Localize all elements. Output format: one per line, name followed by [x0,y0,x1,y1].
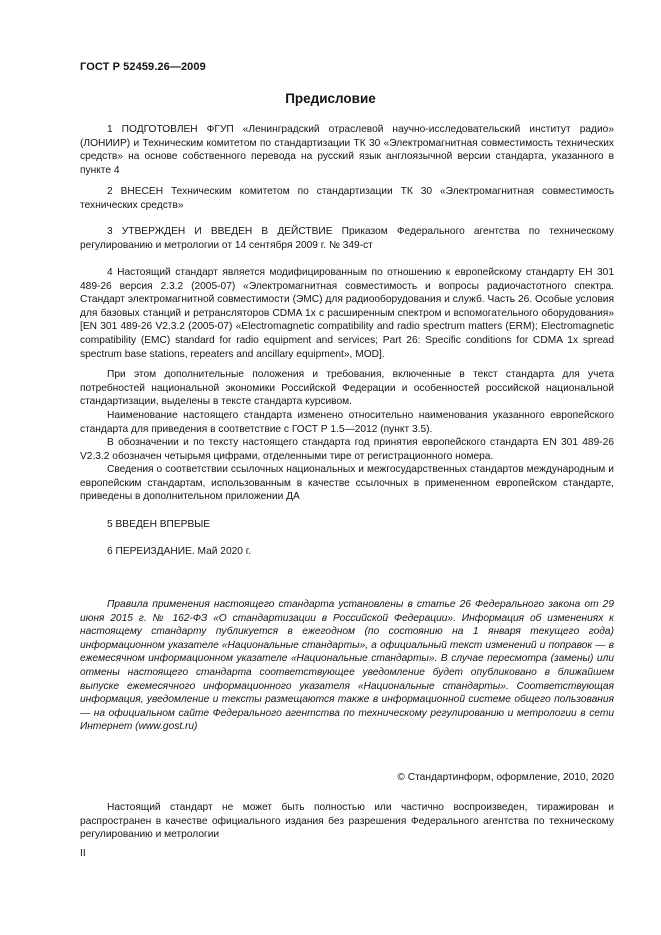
paragraph-4-designation: В обозначении и по тексту настоящего стандарта год принятия европейского стандарта EN 301 489-26 V2.3.2 обозначен четырьмя цифрами, отделенными тире от регистрационного номера. [80,437,614,462]
paragraph-4: 4 Настоящий стандарт является модифицированным по отношению к европейскому стандарту ЕН 301 489-26 версия 2.3.2 (2005-07) «Электромагнитная совместимость и вопросы радиочастотного спектра. Стандарт электромагнитной совместимости (ЭМС) для радиооборудования и служб. Часть 26. Особые условия для базовых станций и ретрансляторов CDMA 1x с расширенным спектром и вспомогательного оборудования» [EN 301 489-26 V2.3.2 (2005-07) «Electromagnetic compatibility and radio spectrum matters (ERM); Electromagnetic compatibility (EMC) standard for radio equipment and services; Part 26: Specific conditions for CDMA 1x spread spectrum base stations, repeaters and ancillary equipment», MOD]. [80,267,614,360]
paragraph-5: 5 ВВЕДЕН ВПЕРВЫЕ [107,519,211,530]
copyright-line: © Стандартинформ, оформление, 2010, 2020 [397,772,614,783]
paragraph-4-references: Сведения о соответствии ссылочных национальных и межгосударственных стандартов международным и европейским стандартам, использованным в качестве ссылочных в примененном европейском стандарте, приведены в дополнительном приложении ДА [80,464,614,503]
paragraph-3: 3 УТВЕРЖДЕН И ВВЕДЕН В ДЕЙСТВИЕ Приказом Федерального агентства по техническому регулированию и метрологии от 14 сентября 2009 г. № 349-ст [80,226,614,251]
document-code: ГОСТ Р 52459.26—2009 [80,61,206,73]
page-number: II [80,848,86,859]
paragraph-6: 6 ПЕРЕИЗДАНИЕ. Май 2020 г. [107,546,252,557]
paragraph-4-additional: При этом дополнительные положения и требования, включенные в текст стандарта для учета потребностей национальной экономики Российской Федерации и особенностей российской национальной стандартизации, выделены в тексте стандарта курсивом. [80,369,614,408]
paragraph-2: 2 ВНЕСЕН Техническим комитетом по стандартизации ТК 30 «Электромагнитная совместимость технических средств» [80,186,614,211]
paragraph-4-title-change: Наименование настоящего стандарта изменено относительно наименования указанного европейского стандарта для приведения в соответствие с ГОСТ Р 1.5—2012 (пункт 3.5). [80,410,614,435]
page-title: Предисловие [285,91,376,106]
rules-notice: Правила применения настоящего стандарта установлены в статье 26 Федерального закона от 29 июня 2015 г. № 162-ФЗ «О стандартизации в Российской Федерации». Информация об изменениях к настоящему стандарту публикуется в ежегодном (по состоянию на 1 января текущего года) информационном указателе «Национальные стандарты», а официальный текст изменений и поправок — в ежемесячном информационном указателе «Национальные стандарты». В случае пересмотра (замены) или отмены настоящего стандарта соответствующее уведомление будет опубликовано в ближайшем выпуске ежемесячного информационного указателя «Национальные стандарты». Соответствующая информация, уведомление и тексты размещаются также в информационной системе общего пользования — на официальном сайте Федерального агентства по техническому регулированию и метрологии в сети Интернет (www.gost.ru) [80,599,614,733]
reproduction-notice: Настоящий стандарт не может быть полностью или частично воспроизведен, тиражирован и распространен в качестве официального издания без разрешения Федерального агентства по техническому регулированию и метрологии [80,802,614,841]
paragraph-1: 1 ПОДГОТОВЛЕН ФГУП «Ленинградский отраслевой научно-исследовательский институт радио» (ЛОНИИР) и Техническим комитетом по стандартизации ТК 30 «Электромагнитная совместимость технических средств» на основе собственного перевода на русский язык англоязычной версии стандарта, указанного в пункте 4 [80,124,614,176]
